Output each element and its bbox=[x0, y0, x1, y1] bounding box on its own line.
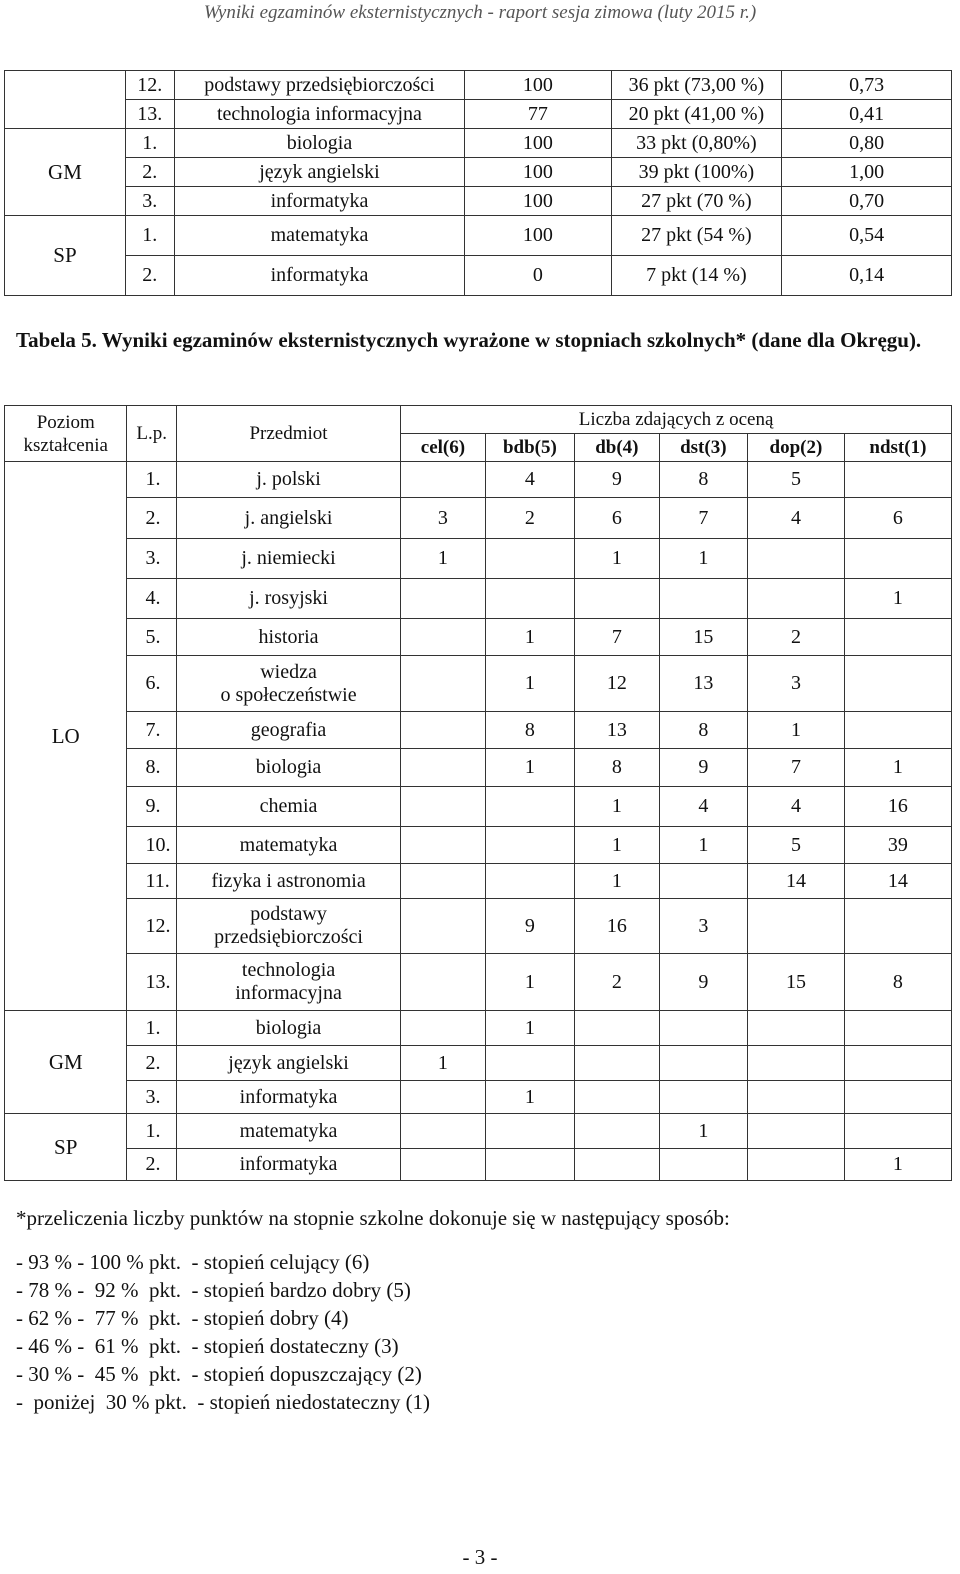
grade-count-cell bbox=[659, 1011, 748, 1046]
grade-count-cell bbox=[485, 864, 575, 899]
subject-cell: podstawy przedsiębiorczości bbox=[174, 71, 465, 100]
grade-count-cell bbox=[575, 1114, 659, 1149]
lp-cell: 2. bbox=[127, 1149, 176, 1181]
lp-cell: 7. bbox=[127, 712, 176, 749]
grade-count-cell bbox=[844, 1046, 951, 1081]
grade-count-cell bbox=[485, 1149, 575, 1181]
grade-count-cell bbox=[748, 539, 845, 579]
count-cell: 100 bbox=[465, 129, 611, 158]
grade-count-cell: 5 bbox=[748, 827, 845, 864]
lp-cell: 2. bbox=[125, 256, 174, 296]
grade-count-cell: 13 bbox=[659, 656, 748, 712]
subject-line-2: informacyjna bbox=[235, 982, 342, 1004]
table-row bbox=[5, 129, 952, 158]
grade-count-cell: 1 bbox=[401, 539, 485, 579]
table-row bbox=[5, 864, 952, 899]
table-row bbox=[5, 954, 952, 1011]
table-row bbox=[5, 1149, 952, 1181]
grade-count-cell bbox=[401, 1081, 485, 1114]
grade-header-3: dst(3) bbox=[659, 434, 748, 462]
grade-count-cell bbox=[485, 539, 575, 579]
grade-count-cell: 3 bbox=[401, 498, 485, 539]
grade-count-cell: 6 bbox=[844, 498, 951, 539]
grade-count-cell bbox=[401, 462, 485, 498]
grade-count-cell bbox=[575, 1011, 659, 1046]
lp-cell: 11. bbox=[127, 864, 176, 899]
subject-cell: matematyka bbox=[174, 216, 465, 256]
grade-count-cell: 7 bbox=[659, 498, 748, 539]
lp-cell: 10. bbox=[127, 827, 176, 864]
legend-line: - 30 % - 45 % pkt. - stopień dopuszczający (2) bbox=[16, 1362, 422, 1386]
grade-count-cell bbox=[575, 579, 659, 619]
lp-cell: 5. bbox=[127, 619, 176, 656]
subject-cell: biologia bbox=[176, 749, 400, 787]
grade-count-cell bbox=[844, 462, 951, 498]
grade-count-cell: 1 bbox=[575, 787, 659, 827]
grade-count-cell bbox=[748, 579, 845, 619]
footnote: *przeliczenia liczby punktów na stopnie szkolne dokonuje się w następujący sposób: bbox=[16, 1206, 730, 1230]
grade-count-cell bbox=[485, 787, 575, 827]
lp-cell: 13. bbox=[127, 954, 176, 1011]
grade-count-cell: 1 bbox=[485, 1011, 575, 1046]
subject-cell: informatyka bbox=[174, 187, 465, 216]
table-row bbox=[5, 656, 952, 712]
table-row bbox=[5, 749, 952, 787]
legend-line: - 62 % - 77 % pkt. - stopień dobry (4) bbox=[16, 1306, 349, 1330]
ratio-cell: 0,70 bbox=[782, 187, 952, 216]
grade-count-cell: 15 bbox=[659, 619, 748, 656]
lp-cell: 1. bbox=[125, 216, 174, 256]
subject-cell: informatyka bbox=[176, 1149, 400, 1181]
lp-cell: 2. bbox=[127, 1046, 176, 1081]
table-caption: Tabela 5. Wyniki egzaminów eksternistycznych wyrażone w stopniach szkolnych* (dane dla Okręgu). bbox=[16, 328, 922, 352]
ratio-cell: 0,80 bbox=[782, 129, 952, 158]
grade-count-cell bbox=[844, 1011, 951, 1046]
grade-count-cell: 3 bbox=[748, 656, 845, 712]
table-row bbox=[5, 498, 952, 539]
grade-count-cell: 12 bbox=[575, 656, 659, 712]
subject-cell bbox=[176, 954, 400, 1011]
grade-header-5: ndst(1) bbox=[844, 434, 951, 462]
grade-count-cell: 8 bbox=[575, 749, 659, 787]
grade-count-cell bbox=[659, 1149, 748, 1181]
grade-count-cell bbox=[401, 656, 485, 712]
lp-cell: 13. bbox=[125, 100, 174, 129]
page-number: - 3 - bbox=[462, 1545, 498, 1569]
grade-count-cell bbox=[485, 1046, 575, 1081]
table-row bbox=[5, 899, 952, 954]
grade-count-cell: 1 bbox=[844, 579, 951, 619]
table-row bbox=[5, 187, 952, 216]
grade-count-cell bbox=[401, 749, 485, 787]
legend-line: - poniżej 30 % pkt. - stopień niedostateczny (1) bbox=[16, 1390, 431, 1414]
grade-count-cell bbox=[575, 1046, 659, 1081]
grade-count-cell bbox=[844, 619, 951, 656]
points-cell: 27 pkt (54 %) bbox=[611, 216, 782, 256]
subject-line-1: technologia bbox=[241, 959, 336, 981]
grade-count-cell: 1 bbox=[844, 1149, 951, 1181]
grade-header-1: bdb(5) bbox=[485, 434, 575, 462]
subject-cell: informatyka bbox=[174, 256, 465, 296]
count-cell: 100 bbox=[465, 187, 611, 216]
header-lp: L.p. bbox=[127, 406, 176, 462]
subject-cell: j. rosyjski bbox=[176, 579, 400, 619]
grade-count-cell bbox=[659, 1046, 748, 1081]
count-cell: 100 bbox=[465, 158, 611, 187]
grade-count-cell: 4 bbox=[748, 498, 845, 539]
table-row bbox=[5, 787, 952, 827]
subject-cell: biologia bbox=[174, 129, 465, 158]
grade-count-cell: 1 bbox=[659, 827, 748, 864]
grade-count-cell bbox=[844, 656, 951, 712]
subject-cell: język angielski bbox=[174, 158, 465, 187]
table-row bbox=[5, 462, 952, 498]
grade-count-cell: 1 bbox=[659, 539, 748, 579]
grade-count-cell bbox=[401, 579, 485, 619]
lp-cell: 6. bbox=[127, 656, 176, 712]
grade-count-cell bbox=[844, 712, 951, 749]
table-row bbox=[5, 1046, 952, 1081]
grade-count-cell: 39 bbox=[844, 827, 951, 864]
count-cell: 100 bbox=[465, 216, 611, 256]
grade-count-cell: 1 bbox=[575, 864, 659, 899]
points-cell: 33 pkt (0,80%) bbox=[611, 129, 782, 158]
grade-count-cell bbox=[401, 619, 485, 656]
lp-cell: 12. bbox=[127, 899, 176, 954]
grade-count-cell: 6 bbox=[575, 498, 659, 539]
subject-cell: geografia bbox=[176, 712, 400, 749]
grade-count-cell bbox=[844, 899, 951, 954]
subject-cell: j. polski bbox=[176, 462, 400, 498]
grade-count-cell bbox=[485, 1114, 575, 1149]
table-row bbox=[5, 100, 952, 129]
table-row bbox=[5, 1114, 952, 1149]
grade-count-cell: 1 bbox=[485, 749, 575, 787]
subject-line-2: o społeczeństwie bbox=[220, 683, 357, 706]
ratio-cell: 0,73 bbox=[782, 71, 952, 100]
grade-count-cell bbox=[844, 539, 951, 579]
grade-count-cell bbox=[575, 1149, 659, 1181]
level-cell-sp: SP bbox=[5, 216, 126, 296]
grade-header-0: cel(6) bbox=[401, 434, 485, 462]
level-cell-gm: GM bbox=[5, 129, 126, 216]
grade-count-cell bbox=[844, 1114, 951, 1149]
grade-count-cell bbox=[748, 1149, 845, 1181]
grade-count-cell bbox=[401, 1011, 485, 1046]
grade-count-cell: 8 bbox=[485, 712, 575, 749]
subject-cell: biologia bbox=[176, 1011, 400, 1046]
grade-count-cell bbox=[401, 899, 485, 954]
grade-count-cell: 1 bbox=[485, 656, 575, 712]
subject-cell: chemia bbox=[176, 787, 400, 827]
lp-cell: 1. bbox=[127, 462, 176, 498]
table-row bbox=[5, 256, 952, 296]
level-cell-sp: SP bbox=[5, 1114, 127, 1181]
grade-count-cell: 14 bbox=[844, 864, 951, 899]
grade-count-cell bbox=[401, 864, 485, 899]
grade-count-cell: 1 bbox=[485, 619, 575, 656]
legend-line: - 93 % - 100 % pkt. - stopień celujący (6) bbox=[16, 1250, 370, 1274]
lp-cell: 3. bbox=[125, 187, 174, 216]
table-row bbox=[5, 1011, 952, 1046]
table-row bbox=[5, 539, 952, 579]
lp-cell: 9. bbox=[127, 787, 176, 827]
grade-count-cell: 8 bbox=[844, 954, 951, 1011]
grade-header-4: dop(2) bbox=[748, 434, 845, 462]
lp-cell: 2. bbox=[125, 158, 174, 187]
table-row bbox=[5, 158, 952, 187]
header-level: Poziom kształcenia bbox=[5, 406, 127, 462]
grade-count-cell: 5 bbox=[748, 462, 845, 498]
grade-count-cell bbox=[401, 1149, 485, 1181]
grade-count-cell: 2 bbox=[748, 619, 845, 656]
grade-header-2: db(4) bbox=[575, 434, 659, 462]
subject-cell: j. niemiecki bbox=[176, 539, 400, 579]
table-row bbox=[5, 619, 952, 656]
grade-count-cell: 4 bbox=[659, 787, 748, 827]
grade-count-cell: 13 bbox=[575, 712, 659, 749]
grade-count-cell bbox=[659, 579, 748, 619]
subject-cell: język angielski bbox=[176, 1046, 400, 1081]
grade-count-cell: 3 bbox=[659, 899, 748, 954]
results-points-table bbox=[4, 70, 952, 296]
lp-cell: 3. bbox=[127, 1081, 176, 1114]
subject-cell: informatyka bbox=[176, 1081, 400, 1114]
level-cell bbox=[5, 71, 126, 129]
subject-cell bbox=[176, 899, 400, 954]
grade-count-cell bbox=[575, 1081, 659, 1114]
level-cell-lo: LO bbox=[5, 462, 127, 1011]
legend-line: - 46 % - 61 % pkt. - stopień dostateczny (3) bbox=[16, 1334, 399, 1358]
grade-count-cell: 7 bbox=[575, 619, 659, 656]
grade-count-cell: 7 bbox=[748, 749, 845, 787]
points-cell: 7 pkt (14 %) bbox=[611, 256, 782, 296]
subject-line-1: podstawy bbox=[250, 903, 327, 925]
points-cell: 27 pkt (70 %) bbox=[611, 187, 782, 216]
grade-count-cell: 16 bbox=[575, 899, 659, 954]
grade-count-cell: 16 bbox=[844, 787, 951, 827]
lp-cell: 8. bbox=[127, 749, 176, 787]
subject-cell: technologia informacyjna bbox=[174, 100, 465, 129]
grade-count-cell bbox=[748, 899, 845, 954]
ratio-cell: 1,00 bbox=[782, 158, 952, 187]
subject-line-2: przedsiębiorczości bbox=[214, 926, 363, 948]
grade-count-cell bbox=[401, 1114, 485, 1149]
grade-count-cell: 1 bbox=[748, 712, 845, 749]
grade-scale-legend bbox=[16, 1248, 430, 1416]
subject-cell: historia bbox=[176, 619, 400, 656]
subject-cell: matematyka bbox=[176, 1114, 400, 1149]
grade-count-cell: 15 bbox=[748, 954, 845, 1011]
page-header: Wyniki egzaminów eksternistycznych - raport sesja zimowa (luty 2015 r.) bbox=[203, 2, 757, 23]
header-row bbox=[5, 406, 952, 434]
grade-count-cell: 1 bbox=[485, 954, 575, 1011]
points-cell: 39 pkt (100%) bbox=[611, 158, 782, 187]
table-row bbox=[5, 712, 952, 749]
header-subject: Przedmiot bbox=[176, 406, 400, 462]
grade-count-cell: 4 bbox=[485, 462, 575, 498]
grade-count-cell bbox=[401, 712, 485, 749]
grade-count-cell: 14 bbox=[748, 864, 845, 899]
grade-count-cell bbox=[748, 1011, 845, 1046]
grade-count-cell bbox=[401, 827, 485, 864]
grade-count-cell: 2 bbox=[485, 498, 575, 539]
lp-cell: 12. bbox=[125, 71, 174, 100]
count-cell: 77 bbox=[465, 100, 611, 129]
header-grades: Liczba zdających z oceną bbox=[401, 406, 952, 434]
grade-count-cell: 1 bbox=[659, 1114, 748, 1149]
ratio-cell: 0,54 bbox=[782, 216, 952, 256]
lp-cell: 3. bbox=[127, 539, 176, 579]
points-cell: 20 pkt (41,00 %) bbox=[611, 100, 782, 129]
ratio-cell: 0,41 bbox=[782, 100, 952, 129]
grade-count-cell bbox=[659, 864, 748, 899]
grade-count-cell: 8 bbox=[659, 462, 748, 498]
grade-count-cell: 9 bbox=[485, 899, 575, 954]
grade-count-cell bbox=[401, 787, 485, 827]
grade-count-cell bbox=[748, 1081, 845, 1114]
subject-cell: fizyka i astronomia bbox=[176, 864, 400, 899]
grade-count-cell bbox=[485, 579, 575, 619]
grade-count-cell: 1 bbox=[575, 827, 659, 864]
lp-cell: 1. bbox=[127, 1114, 176, 1149]
subject-line-1: wiedza bbox=[260, 660, 317, 683]
grade-count-cell: 4 bbox=[748, 787, 845, 827]
subject-cell: j. angielski bbox=[176, 498, 400, 539]
grade-count-cell: 9 bbox=[659, 954, 748, 1011]
level-cell-gm: GM bbox=[5, 1011, 127, 1114]
grade-count-cell: 9 bbox=[659, 749, 748, 787]
grades-table bbox=[4, 405, 952, 1181]
legend-line: - 78 % - 92 % pkt. - stopień bardzo dobry (5) bbox=[16, 1278, 411, 1302]
table-row bbox=[5, 216, 952, 256]
grade-count-cell: 1 bbox=[401, 1046, 485, 1081]
grade-count-cell: 1 bbox=[844, 749, 951, 787]
grade-count-cell bbox=[485, 827, 575, 864]
lp-cell: 1. bbox=[125, 129, 174, 158]
grade-count-cell: 1 bbox=[575, 539, 659, 579]
grade-count-cell bbox=[748, 1046, 845, 1081]
subject-cell: matematyka bbox=[176, 827, 400, 864]
grade-count-cell: 2 bbox=[575, 954, 659, 1011]
points-cell: 36 pkt (73,00 %) bbox=[611, 71, 782, 100]
grade-count-cell bbox=[748, 1114, 845, 1149]
grade-count-cell: 9 bbox=[575, 462, 659, 498]
lp-cell: 4. bbox=[127, 579, 176, 619]
grade-count-cell bbox=[659, 1081, 748, 1114]
table-row bbox=[5, 71, 952, 100]
table-row bbox=[5, 579, 952, 619]
grade-count-cell: 1 bbox=[485, 1081, 575, 1114]
count-cell: 100 bbox=[465, 71, 611, 100]
subject-cell bbox=[176, 656, 400, 712]
lp-cell: 1. bbox=[127, 1011, 176, 1046]
grade-count-cell: 8 bbox=[659, 712, 748, 749]
ratio-cell: 0,14 bbox=[782, 256, 952, 296]
count-cell: 0 bbox=[465, 256, 611, 296]
lp-cell: 2. bbox=[127, 498, 176, 539]
grade-count-cell bbox=[844, 1081, 951, 1114]
table-row bbox=[5, 1081, 952, 1114]
table-row bbox=[5, 827, 952, 864]
grade-count-cell bbox=[401, 954, 485, 1011]
